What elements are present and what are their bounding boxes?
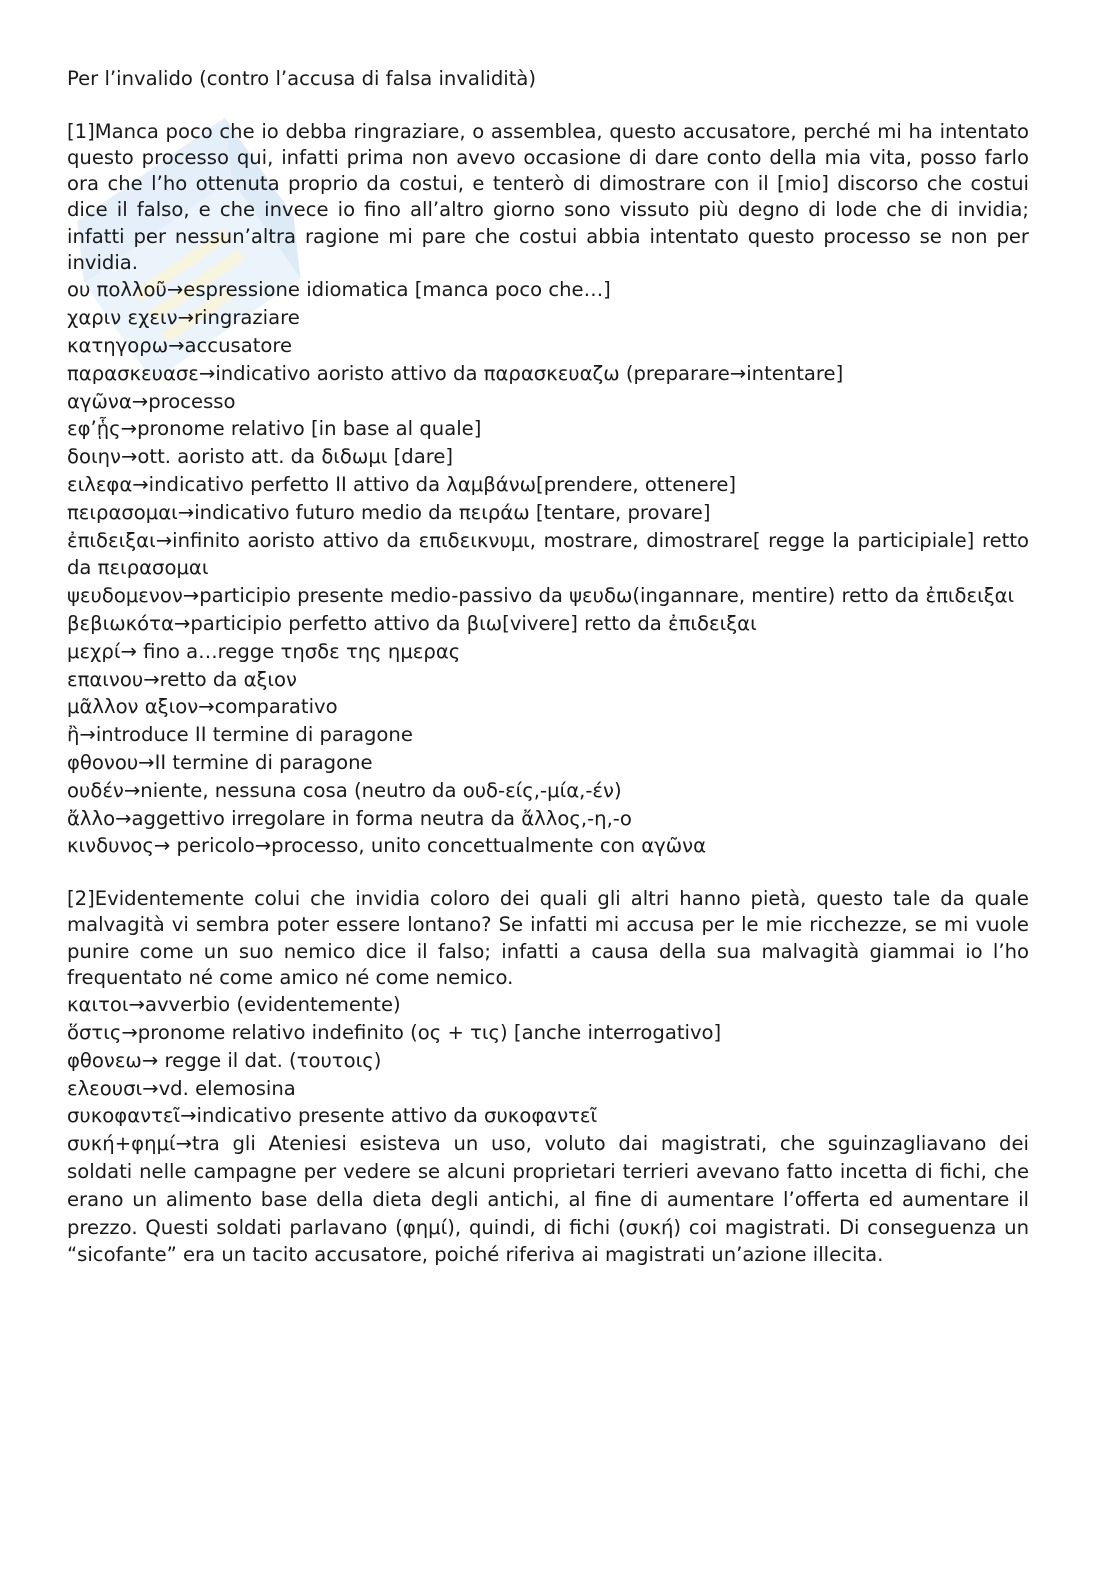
gloss-term: ψευδομενον <box>67 584 183 608</box>
gloss-note: tra gli Ateniesi esisteva un uso, voluto dai magistrati, che sguinzagliavano dei soldati nelle campagne per vedere se alcuni proprietari terrieri avevano fatto incetta di fichi, che erano un alimento base della dieta degli antichi, al fine di aumentare l’offerta ed aumentare il prezzo. Questi soldati parlavano (φημί), quindi, di fichi (συκή) coi magistrati. Di conseguenza un “sicofante” era un tacito accusatore, poiché riferiva ai magistrati un’azione illecita. <box>67 1132 1029 1267</box>
gloss-term: βεβιωκότα <box>67 611 174 635</box>
gloss-term: δοιην <box>67 445 121 469</box>
arrow-icon: → <box>173 611 191 635</box>
gloss-term: χαριν εχειν <box>67 306 178 330</box>
gloss-note: vd. elemosina <box>158 1076 296 1100</box>
gloss-item <box>67 1047 1029 1075</box>
gloss-term: ἄλλο <box>67 806 116 830</box>
gloss-item <box>67 499 1029 527</box>
gloss-term: φθονου <box>67 750 139 774</box>
arrow-icon: → <box>79 723 96 747</box>
gloss-note: pronome relativo [in base al quale] <box>137 417 482 441</box>
gloss-item <box>67 666 1029 694</box>
gloss-item <box>67 332 1029 360</box>
gloss-note: avverbio (evidentemente) <box>144 993 401 1017</box>
gloss-item <box>67 276 1029 304</box>
gloss-term: εφ’ᾗς <box>67 417 121 441</box>
gloss-note: infinito aoristo attivo da επιδεικνυμι, mostrare, dimostrare[ regge la participiale] retto da πειρασομαι <box>67 528 1029 580</box>
gloss-term: πειρασομαι <box>67 500 178 524</box>
gloss-term: μᾶλλον αξιον <box>67 695 199 719</box>
gloss-item <box>67 388 1029 416</box>
gloss-note: indicativo presente attivo da συκοφαντεῖ <box>196 1104 598 1128</box>
gloss-term: επαινου <box>67 667 144 691</box>
arrow-icon: → <box>120 445 138 469</box>
gloss-item <box>67 1102 1029 1130</box>
gloss-item <box>67 360 1029 388</box>
gloss-item <box>67 1075 1029 1103</box>
section2-text: [2]Evidentemente colui che invidia coloro dei quali gli altri hanno pietà, questo tale da quale malvagità vi sembra poter essere lontano? Se infatti mi accusa per le mie ricchezze, se mi vuole punire come un suo nemico dice il falso; infatti a causa della sua malvagità giammai io l’ho frequentato né come amico né come nemico. <box>67 887 1029 989</box>
arrow-icon: → <box>143 667 160 691</box>
gloss-item <box>67 582 1029 610</box>
arrow-icon: → <box>155 528 173 552</box>
gloss-term: φθονεω <box>67 1048 142 1072</box>
arrow-icon: → <box>180 1104 197 1128</box>
gloss-term: ἢ <box>67 723 80 747</box>
gloss-note: ringraziare <box>193 306 300 330</box>
gloss-note: indicativo futuro medio da πειράω [tentare, provare] <box>194 500 711 524</box>
gloss-note: II termine di paragone <box>154 750 373 774</box>
section1-glosses <box>67 276 1029 860</box>
gloss-term: ἐπιδειξαι <box>67 528 156 552</box>
gloss-item <box>67 1019 1029 1047</box>
gloss-item <box>67 805 1029 833</box>
arrow-icon: → <box>177 306 194 330</box>
gloss-term: αγῶνα <box>67 389 132 413</box>
section2-glosses <box>67 991 1029 1269</box>
gloss-item <box>67 777 1029 805</box>
gloss-item <box>67 304 1029 332</box>
gloss-note: indicativo aoristo attivo da παρασκευαζω (preparare→intentare] <box>215 361 844 385</box>
gloss-term: ελεουσι <box>67 1076 143 1100</box>
gloss-term: ουδέν <box>67 778 124 802</box>
gloss-note: niente, nessuna cosa (neutro da ουδ-είς,-μία,-έν) <box>140 778 622 802</box>
arrow-icon: → <box>141 1048 159 1072</box>
gloss-item <box>67 471 1029 499</box>
section2 <box>67 886 1029 1269</box>
gloss-item <box>67 693 1029 721</box>
gloss-term: ὅστις <box>67 1021 122 1045</box>
gloss-item <box>67 610 1029 638</box>
gloss-term: καιτοι <box>67 993 129 1017</box>
gloss-note: processo <box>148 389 236 413</box>
gloss-item <box>67 832 1029 860</box>
arrow-icon: → <box>115 806 132 830</box>
gloss-term: συκή+φημί <box>67 1132 176 1156</box>
arrow-icon: → <box>121 1021 138 1045</box>
arrow-icon: → <box>142 1076 159 1100</box>
gloss-item <box>67 638 1029 666</box>
gloss-item <box>67 1130 1029 1269</box>
gloss-item <box>67 415 1029 443</box>
document-page <box>67 66 1029 1269</box>
gloss-note: accusatore <box>184 333 293 357</box>
gloss-note: regge il dat. (τουτοις) <box>158 1048 382 1072</box>
arrow-icon: → <box>128 993 145 1017</box>
gloss-note: retto da αξιον <box>159 667 297 691</box>
gloss-term: παρασκευασε <box>67 361 199 385</box>
gloss-note: indicativo perfetto II attivo da λαμβάνω[prendere, ottenere] <box>148 472 737 496</box>
gloss-note: ott. aoristo att. da διδωμι [dare] <box>137 445 454 469</box>
gloss-note: participio presente medio-passivo da ψευδω(ingannare, mentire) retto da ἐπιδειξαι <box>199 584 1015 608</box>
arrow-icon: → <box>198 695 215 719</box>
section1-text: [1]Manca poco che io debba ringraziare, o assemblea, questo accusatore, perché mi ha intentato questo processo qui, infatti prima non avevo occasione di dare conto della mia vita, posso farlo ora che l’ho ottenuta proprio da costui, e tenterò di dimostrare con il [mio] discorso che costui dice il falso, e che invece io fino all’altro giorno sono vissuto più degno di lode che di invidia; infatti per nessun’altra ragione mi pare che costui abbia intentato questo processo se non per invidia. <box>67 119 1029 275</box>
arrow-icon: → <box>177 500 195 524</box>
gloss-note: pronome relativo indefinito (ος + τις) [anche interrogativo] <box>137 1021 722 1045</box>
arrow-icon: → <box>138 750 155 774</box>
gloss-note: introduce II termine di paragone <box>95 723 413 747</box>
arrow-icon: → <box>131 389 149 413</box>
gloss-term: κινδυνος <box>67 834 154 858</box>
gloss-note: pericolo→processo, unito concettualmente con αγῶνα <box>170 834 707 858</box>
gloss-item <box>67 443 1029 471</box>
gloss-note: aggettivo irregolare in forma neutra da ἄλλος,-η,-ο <box>131 806 632 830</box>
arrow-icon: → <box>168 333 185 357</box>
arrow-icon: → <box>120 639 137 663</box>
arrow-icon: → <box>198 361 216 385</box>
arrow-icon: → <box>153 834 171 858</box>
gloss-item <box>67 749 1029 777</box>
gloss-item <box>67 991 1029 1019</box>
gloss-item <box>67 527 1029 583</box>
arrow-icon: → <box>123 778 141 802</box>
arrow-icon: → <box>166 278 184 302</box>
arrow-icon: → <box>175 1132 193 1156</box>
gloss-item <box>67 721 1029 749</box>
gloss-term: συκοφαντεῖ <box>67 1104 181 1128</box>
arrow-icon: → <box>120 417 138 441</box>
gloss-term: κατηγορω <box>67 333 169 357</box>
gloss-note: fino a…regge τησδε της ημερας <box>136 639 461 663</box>
arrow-icon: → <box>132 472 149 496</box>
document-title: Per l’invalido (contro l’accusa di falsa invalidità) <box>67 67 537 90</box>
gloss-note: participio perfetto attivo da βιω[vivere] retto da ἐπιδειξαι <box>190 611 757 635</box>
gloss-note: comparativo <box>214 695 338 719</box>
gloss-term: ου πολλοῦ <box>67 278 167 302</box>
gloss-note: espressione idiomatica [manca poco che…] <box>183 278 611 302</box>
gloss-term: μεχρί <box>67 639 121 663</box>
arrow-icon: → <box>182 584 200 608</box>
gloss-term: ειλεφα <box>67 472 133 496</box>
